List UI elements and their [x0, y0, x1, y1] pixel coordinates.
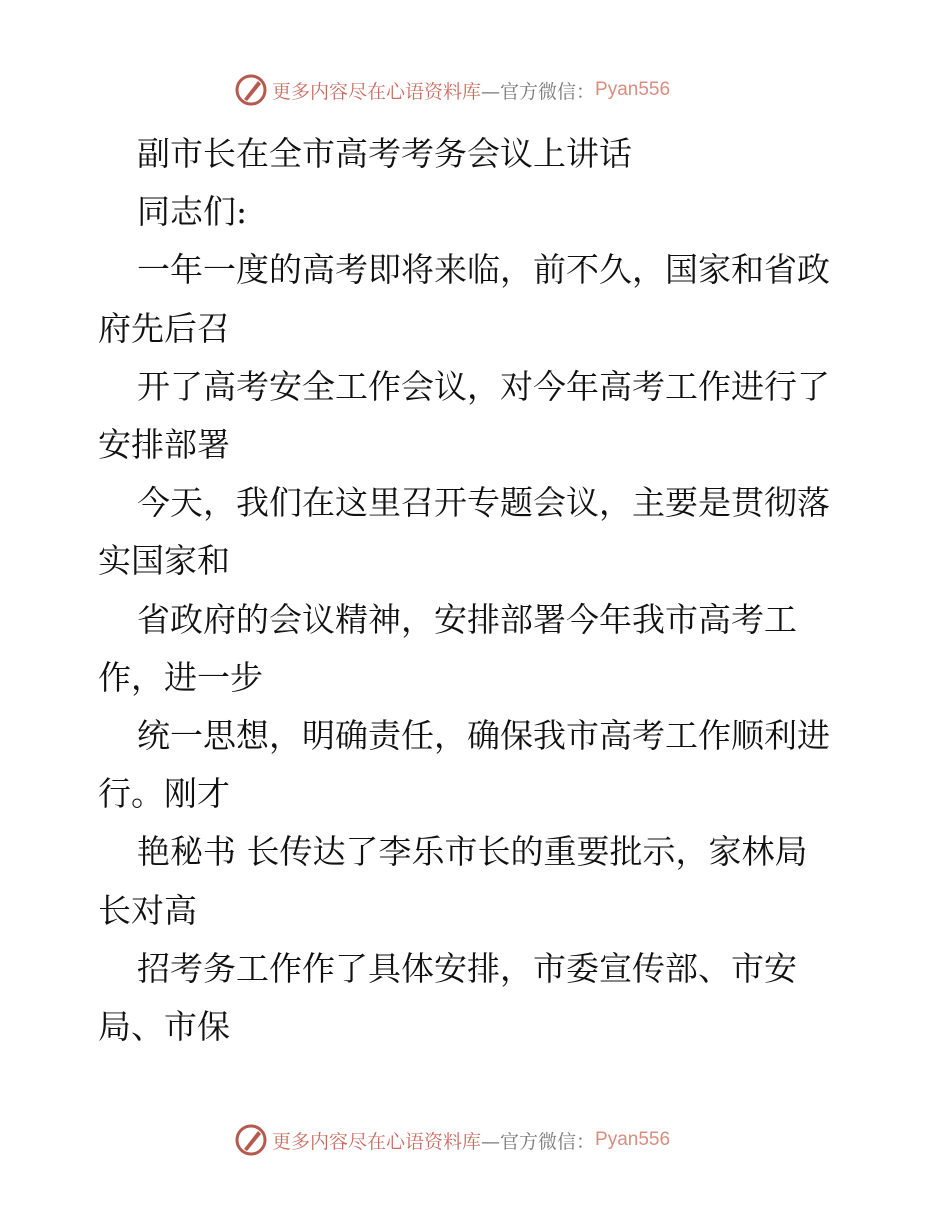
pen-logo-icon: [234, 1123, 268, 1157]
text-line: 招考务工作作了具体安排，市委宣传部、市安: [137, 948, 797, 988]
text-line: 开了高考安全工作会议，对今年高考工作进行了: [137, 366, 830, 406]
header-watermark: [234, 72, 670, 108]
text-line: 长对高: [98, 890, 197, 930]
text-line: 府先后召: [98, 308, 230, 348]
text-line: 今天，我们在这里召开专题会议，主要是贯彻落: [137, 483, 830, 523]
pen-logo-icon: [234, 73, 268, 107]
separator-text: —官方微信：: [481, 1130, 596, 1153]
text-line: 同志们:: [137, 192, 248, 232]
footer-watermark: [234, 1122, 670, 1158]
text-line: 实国家和: [98, 541, 230, 581]
text-line: 行。刚才: [98, 774, 230, 814]
text-line: 一年一度的高考即将来临，前不久，国家和省政: [137, 250, 830, 290]
document-title: 副市长在全市高考考务会议上讲话: [137, 134, 632, 173]
text-line: 统一思想，明确责任，确保我市高考工作顺利进: [137, 716, 830, 756]
brand-text: 更多内容尽在心语资料库: [272, 1130, 482, 1153]
document-body: [98, 125, 858, 1056]
text-line: 安排部署: [98, 425, 230, 465]
text-line: 局、市保: [98, 1007, 230, 1047]
text-line: 作，进一步: [98, 657, 263, 697]
brand-text: 更多内容尽在心语资料库: [272, 80, 482, 103]
text-line: 省政府的会议精神，安排部署今年我市高考工: [137, 599, 797, 639]
wechat-id: Pyan556: [595, 79, 671, 100]
wechat-id: Pyan556: [595, 1129, 671, 1150]
text-line: 艳秘书 长传达了李乐市长的重要批示，家林局: [137, 832, 808, 872]
separator-text: —官方微信：: [481, 80, 596, 103]
